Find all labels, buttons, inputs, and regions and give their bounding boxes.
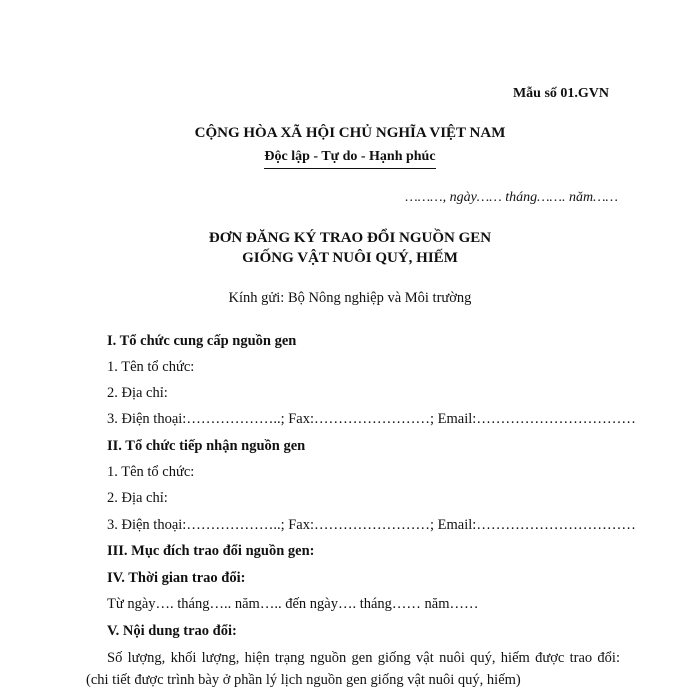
section-1-org-name: 1. Tên tổ chức: <box>107 359 195 375</box>
section-2-org-name: 1. Tên tổ chức: <box>107 464 195 480</box>
motto-container <box>0 148 700 169</box>
section-1-heading: I. Tổ chức cung cấp nguồn gen <box>107 333 297 349</box>
section-1-address: 2. Địa chỉ: <box>107 385 168 401</box>
form-number: Mẫu số 01.GVN <box>512 86 609 101</box>
document-title-line1: ĐƠN ĐĂNG KÝ TRAO ĐỔI NGUỒN GEN <box>208 230 492 246</box>
date-line: ………, ngày…… tháng……. năm…… <box>405 190 618 205</box>
section-2-heading: II. Tổ chức tiếp nhận nguồn gen <box>107 438 306 454</box>
section-2-contact: 3. Điện thoại:………………..; Fax:……………………; Email:…………………………… <box>107 517 636 533</box>
national-header: CỘNG HÒA XÃ HỘI CHỦ NGHĨA VIỆT NAM <box>194 125 506 141</box>
section-5-heading: V. Nội dung trao đổi: <box>107 623 237 639</box>
section-1-contact: 3. Điện thoại:………………..; Fax:……………………; Email:…………………………… <box>107 411 636 427</box>
recipient-line: Kính gửi: Bộ Nông nghiệp và Môi trường <box>228 290 472 306</box>
section-4-heading: IV. Thời gian trao đổi: <box>107 570 246 586</box>
section-2-address: 2. Địa chỉ: <box>107 490 168 506</box>
section-3-heading: III. Mục đích trao đổi nguồn gen: <box>107 543 315 559</box>
document-title-line2: GIỐNG VẬT NUÔI QUÝ, HIẾM <box>242 250 458 266</box>
section-5-content: Số lượng, khối lượng, hiện trạng nguồn gen giống vật nuôi quý, hiếm được trao đổi: (chi tiết được trình bày ở phần lý lịch nguồn gen giống vật nuôi quý, hiếm) <box>86 650 620 688</box>
national-motto: Độc lập - Tự do - Hạnh phúc <box>264 149 435 169</box>
section-4-period: Từ ngày…. tháng….. năm….. đến ngày…. tháng…… năm…… <box>107 596 479 612</box>
